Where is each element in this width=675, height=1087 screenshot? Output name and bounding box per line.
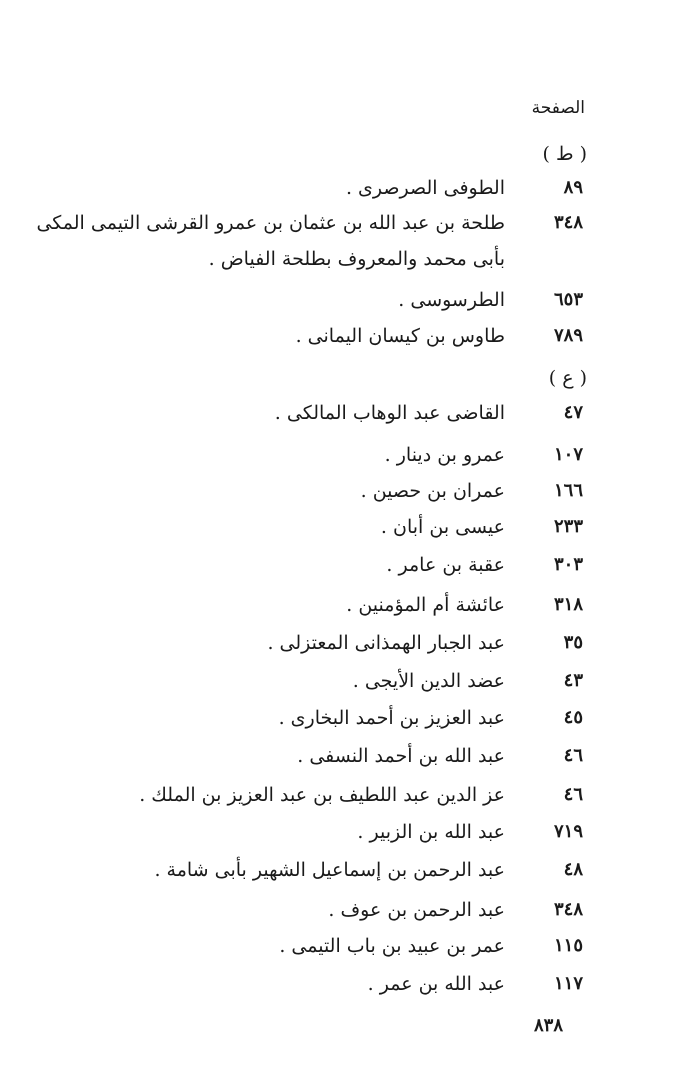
entry-name: الطرسوسى . <box>398 289 505 311</box>
entry-name: طلحة بن عبد الله بن عثمان بن عمرو القرشى التيمى المكى بأبى محمد والمعروف بطلحة الفياض . <box>36 212 505 270</box>
entry-page-number: ٣١٨ <box>553 594 583 615</box>
entry-page-number: ١١٧ <box>553 973 583 994</box>
entry-page-number: ٣٤٨ <box>553 212 583 233</box>
entry-name: عبد الله بن أحمد النسفى . <box>297 745 505 767</box>
entry-page-number: ٤٦ <box>563 745 583 766</box>
entry-page-number: ٤٣ <box>563 670 583 691</box>
entry-page-number: ٣٥ <box>563 632 583 653</box>
page-number: ٨٣٨ <box>533 1015 563 1036</box>
entry-name: عبد الجبار الهمذانى المعتزلى . <box>267 632 505 654</box>
entry-name: عبد الله بن الزبير . <box>357 821 505 843</box>
entry-page-number: ٤٥ <box>563 707 583 728</box>
entry-page-number: ٦٥٣ <box>553 289 583 310</box>
entry-page-number: ٤٨ <box>563 859 583 880</box>
entry-page-number: ١٦٦ <box>553 480 583 501</box>
page-column-header: الصفحة <box>531 98 585 118</box>
entry-name: القاضى عبد الوهاب المالكى . <box>274 402 505 424</box>
entry-page-number: ٨٩ <box>563 177 583 198</box>
entry-page-number: ٣٤٨ <box>553 899 583 920</box>
entry-name: عمر بن عبيد بن باب التيمى . <box>279 935 505 957</box>
entry-name: عيسى بن أبان . <box>380 516 505 538</box>
entry-name: عمرو بن دينار . <box>384 444 505 466</box>
entry-page-number: ٧١٩ <box>553 821 583 842</box>
entry-name: عز الدين عبد اللطيف بن عبد العزيز بن الملك . <box>139 784 505 806</box>
entry-page-number: ٧٨٩ <box>553 325 583 346</box>
entry-name: عبد الرحمن بن عوف . <box>328 899 505 921</box>
section-heading-ain: ( ع ) <box>548 367 587 389</box>
entry-name: عضد الدين الأيجى . <box>352 670 505 692</box>
entry-name: عمران بن حصين . <box>360 480 505 502</box>
entry-page-number: ٢٣٣ <box>553 516 583 537</box>
entry-page-number: ١١٥ <box>553 935 583 956</box>
entry-name: عبد الله بن عمر . <box>367 973 505 995</box>
entry-page-number: ٤٦ <box>563 784 583 805</box>
entry-name: عبد الرحمن بن إسماعيل الشهير بأبى شامة . <box>154 859 505 881</box>
entry-name: الطوفى الصرصرى . <box>345 177 505 199</box>
section-heading-ta: ( ط ) <box>542 143 587 165</box>
entry-page-number: ٣٠٣ <box>553 554 583 575</box>
entry-page-number: ١٠٧ <box>553 444 583 465</box>
entry-page-number: ٤٧ <box>563 402 583 423</box>
entry-name: طاوس بن كيسان اليمانى . <box>295 325 505 347</box>
entry-name: عبد العزيز بن أحمد البخارى . <box>278 707 505 729</box>
entry-name: عقبة بن عامر . <box>386 554 505 576</box>
entry-name: عائشة أم المؤمنين . <box>346 594 505 616</box>
